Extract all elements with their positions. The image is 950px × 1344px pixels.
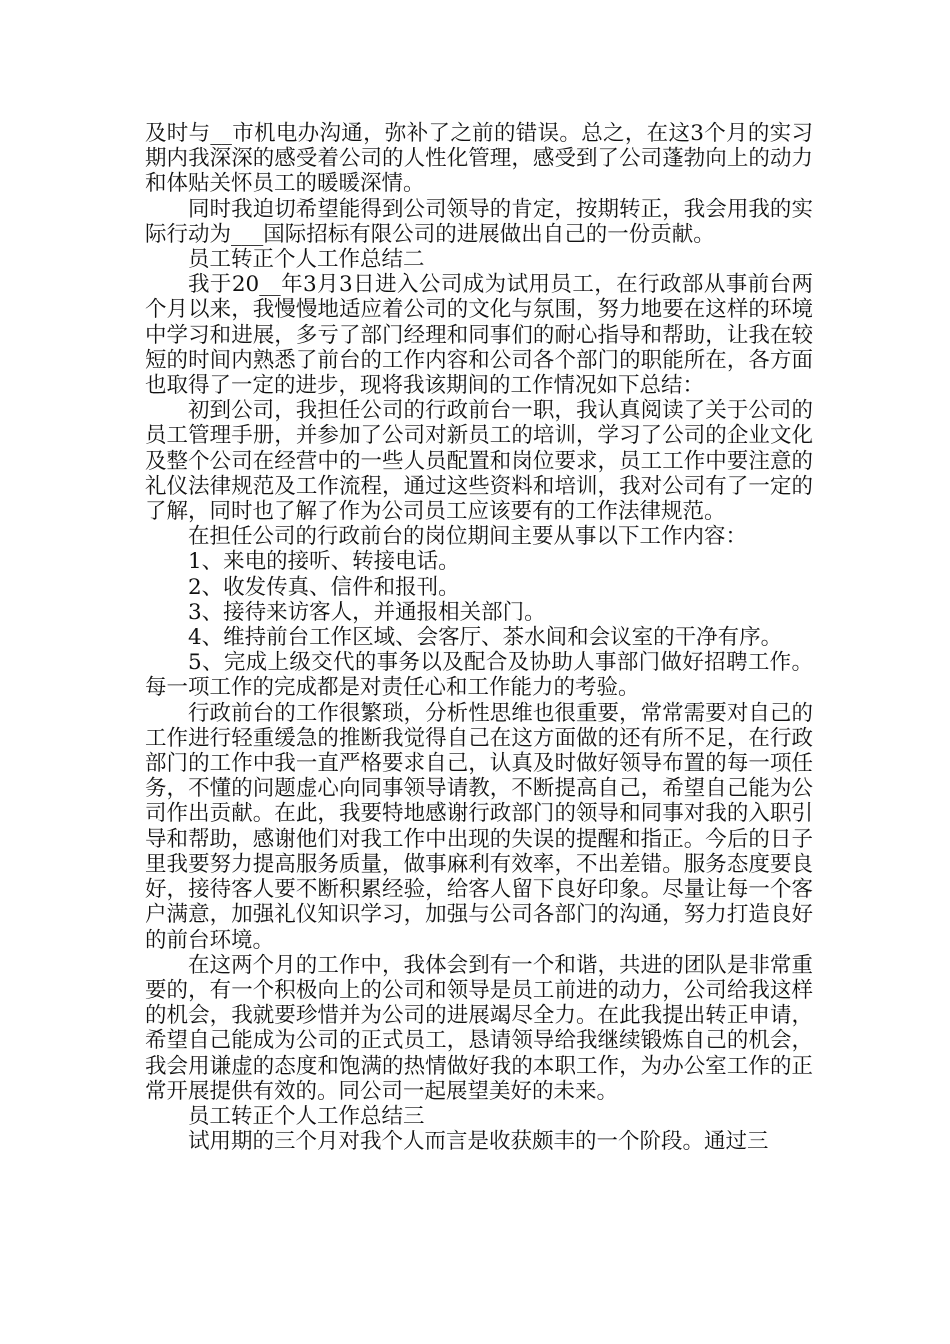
- paragraph-closing-commitment: 同时我迫切希望能得到公司领导的肯定，按期转正，我会用我的实际行动为___国际招标有限公司的进展做出自己的一份贡献。: [145, 196, 813, 247]
- paragraph-conclusion: 在这两个月的工作中，我体会到有一个和谐，共进的团队是非常重要的，有一个积极向上的公司和领导是员工前进的动力，公司给我这样的机会，我就要珍惜并为公司的进展竭尽全力。在此我提出转正申请，希望自己能成为公司的正式员工，恳请领导给我继续锻炼自己的机会，我会用谦虚的态度和饱满的热情做好我的本职工作，为办公室工作的正常开展提供有效的。同公司一起展望美好的未来。: [145, 952, 813, 1104]
- document-body: [145, 121, 813, 1154]
- section-heading-two: 员工转正个人工作总结二: [188, 247, 425, 273]
- list-item-duty-5: 5、完成上级交代的事务以及配合及协助人事部门做好招聘工作。每一项工作的完成都是对责任心和工作能力的考验。: [145, 650, 813, 701]
- paragraph-duties-intro: 在担任公司的行政前台的岗位期间主要从事以下工作内容：: [188, 524, 748, 550]
- list-item-duty-1: 1、来电的接听、转接电话。: [188, 549, 460, 575]
- paragraph-onboarding: 初到公司，我担任公司的行政前台一职，我认真阅读了关于公司的员工管理手册，并参加了公司对新员工的培训，学习了公司的企业文化及整个公司在经营中的一些人员配置和岗位要求，员工工作中要注意的礼仪法律规范及工作流程，通过这些资料和培训，我对公司有了一定的了解，同时也了解了作为公司员工应该要有的工作法律规范。: [145, 398, 813, 525]
- list-item-duty-4: 4、维持前台工作区域、会客厅、茶水间和会议室的干净有序。: [188, 625, 783, 651]
- paragraph-reflection: 行政前台的工作很繁琐，分析性思维也很重要，常常需要对自己的工作进行轻重缓急的推断我觉得自己在这方面做的还有所不足，在行政部门的工作中我一直严格要求自己，认真及时做好领导布置的每一项任务，不懂的问题虚心向同事领导请教，不断提高自己，希望自己能为公司作出贡献。在此，我要特地感谢行政部门的领导和同事对我的入职引导和帮助，感谢他们对我工作中出现的失误的提醒和指正。今后的日子里我要努力提高服务质量，做事麻利有效率，不出差错。服务态度要良好，接待客人要不断积累经验，给客人留下良好印象。尽量让每一个客户满意，加强礼仪知识学习，加强与公司各部门的沟通，努力打造良好的前台环境。: [145, 700, 813, 953]
- list-item-duty-2: 2、收发传真、信件和报刊。: [188, 574, 460, 600]
- list-item-duty-3: 3、接待来访客人，并通报相关部门。: [188, 599, 546, 625]
- section-heading-three: 员工转正个人工作总结三: [188, 1103, 425, 1129]
- paragraph-intro: 我于20__年3月3日进入公司成为试用员工，在行政部从事前台两个月以来，我慢慢地适应着公司的文化与氛围，努力地要在这样的环境中学习和进展，多亏了部门经理和同事们的耐心指导和帮助，让我在较短的时间内熟悉了前台的工作内容和公司各个部门的职能所在，各方面也取得了一定的进步，现将我该期间的工作情况如下总结：: [145, 272, 813, 399]
- paragraph-section-three-start: 试用期的三个月对我个人而言是收获颇丰的一个阶段。通过三: [188, 1129, 769, 1155]
- paragraph-continuation: 及时与__市机电办沟通，弥补了之前的错误。总之，在这3个月的实习期内我深深的感受着公司的人性化管理，感受到了公司蓬勃向上的动力和体贴关怀员工的暖暖深情。: [145, 121, 813, 197]
